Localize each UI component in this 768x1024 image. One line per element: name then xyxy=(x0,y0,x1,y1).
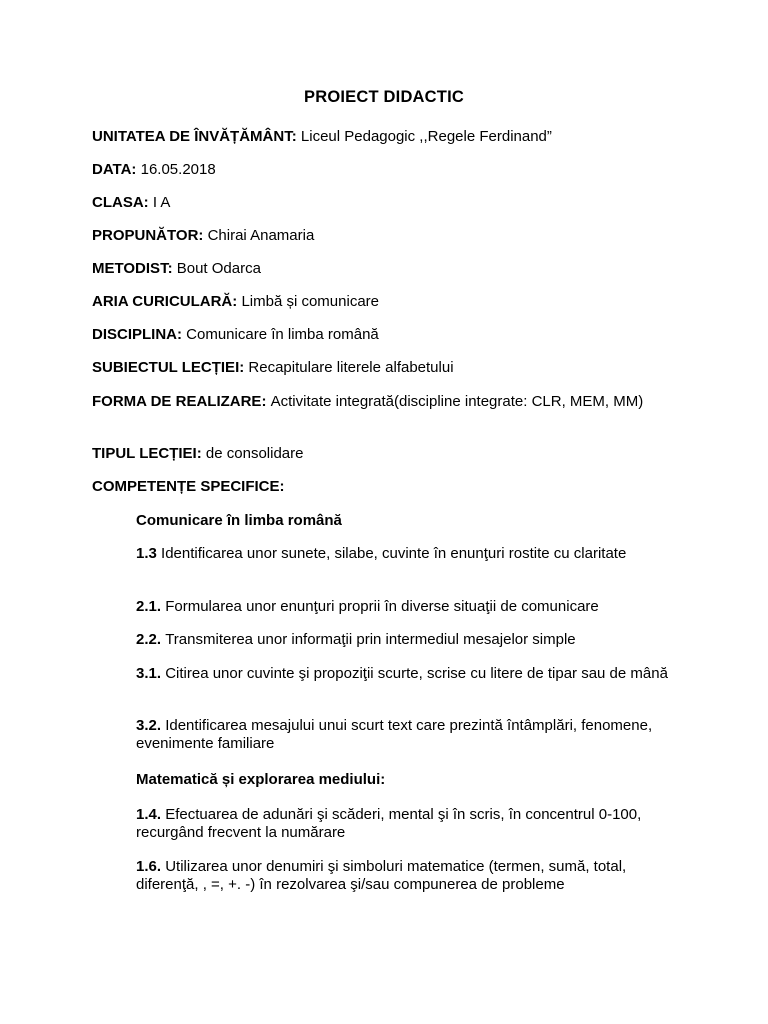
field-label: DISCIPLINA: xyxy=(92,326,182,343)
field-label: METODIST: xyxy=(92,260,173,277)
field-label: TIPUL LECȚIEI: xyxy=(92,445,202,462)
field-value: 16.05.2018 xyxy=(140,161,216,178)
field-value: Chirai Anamaria xyxy=(207,227,315,244)
field-label: ARIA CURICULARĂ: xyxy=(92,293,238,310)
competence-text: Formularea unor enunţuri proprii în diverse situaţii de comunicare xyxy=(165,598,599,615)
competences-heading: COMPETENȚE SPECIFICE: xyxy=(92,478,285,495)
field-disciplina xyxy=(92,326,672,344)
field-propunator xyxy=(92,227,672,245)
competence-item xyxy=(92,806,672,842)
competence-text: Citirea unor cuvinte şi propoziţii scurte, scrise cu litere de tipar sau de mână xyxy=(165,665,668,682)
field-value: Liceul Pedagogic ,,Regele Ferdinand” xyxy=(300,128,552,145)
document-title: PROIECT DIDACTIC xyxy=(304,88,464,106)
field-data xyxy=(92,161,672,179)
field-label: SUBIECTUL LECȚIEI: xyxy=(92,359,245,376)
competence-text: Identificarea mesajului unui scurt text care prezintă întâmplări, fenomene, evenimente familiare xyxy=(136,717,653,752)
field-value: Limbă și comunicare xyxy=(241,293,379,310)
competence-number: 1.4. xyxy=(136,806,162,823)
competence-text: Utilizarea unor denumiri şi simboluri matematice (termen, sumă, total, diferenţă, , =, +. -) în rezolvarea şi/sau compunerea de probleme xyxy=(136,858,627,893)
field-aria-curiculara xyxy=(92,293,672,311)
competence-item xyxy=(92,717,672,753)
field-tipul-lectiei xyxy=(92,445,672,463)
field-value: de consolidare xyxy=(205,445,304,462)
field-subiectul xyxy=(92,359,672,377)
field-value: I A xyxy=(152,194,171,211)
competence-item xyxy=(92,631,672,649)
field-value: Activitate integrată(discipline integrate: CLR, MEM, MM) xyxy=(270,393,644,410)
competence-number: 3.1. xyxy=(136,665,162,682)
field-metodist xyxy=(92,260,672,278)
field-label: CLASA: xyxy=(92,194,149,211)
field-value: Bout Odarca xyxy=(176,260,261,277)
field-label: FORMA DE REALIZARE: xyxy=(92,393,267,410)
field-unitatea xyxy=(92,128,672,146)
field-forma-de-realizare xyxy=(92,393,652,411)
section-heading-clr: Comunicare în limba română xyxy=(136,512,342,529)
competence-number: 1.6. xyxy=(136,858,162,875)
section-heading-mem: Matematică și explorarea mediului: xyxy=(136,771,386,788)
competence-item xyxy=(92,858,672,894)
competence-item xyxy=(92,598,672,616)
field-clasa xyxy=(92,194,672,212)
competence-text: Efectuarea de adunări şi scăderi, mental şi în scris, în concentrul 0-100, recurgând frecvent la numărare xyxy=(136,806,642,841)
competence-number: 2.1. xyxy=(136,598,162,615)
competence-number: 1.3 xyxy=(136,545,157,562)
competence-number: 3.2. xyxy=(136,717,162,734)
competence-text: Transmiterea unor informaţii prin intermediul mesajelor simple xyxy=(165,631,576,648)
competence-item xyxy=(92,665,672,683)
field-label: PROPUNĂTOR: xyxy=(92,227,204,244)
field-value: Recapitulare literele alfabetului xyxy=(248,359,454,376)
competence-item xyxy=(92,545,672,563)
competence-number: 2.2. xyxy=(136,631,162,648)
competence-text: Identificarea unor sunete, silabe, cuvinte în enunţuri rostite cu claritate xyxy=(161,545,627,562)
field-label: UNITATEA DE ÎNVĂȚĂMÂNT: xyxy=(92,128,297,145)
field-value: Comunicare în limba română xyxy=(186,326,379,343)
field-label: DATA: xyxy=(92,161,137,178)
